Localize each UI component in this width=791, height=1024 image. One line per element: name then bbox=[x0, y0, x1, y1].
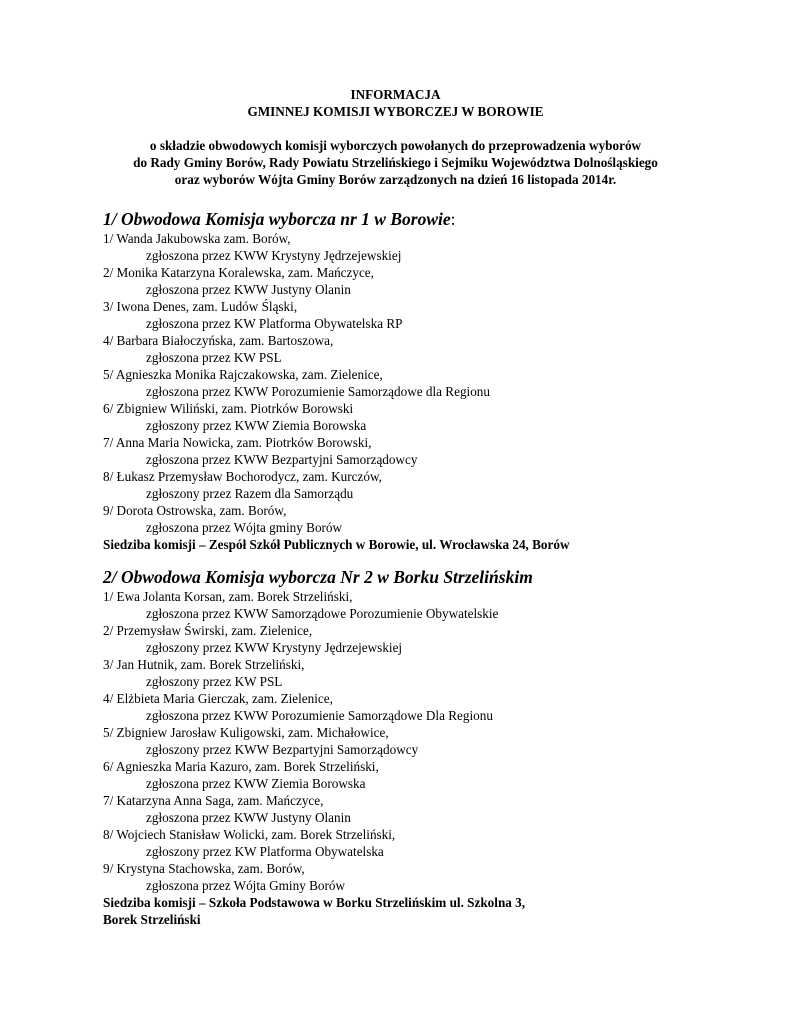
member-list-item bbox=[103, 690, 763, 724]
member-nominated-by: zgłoszona przez KW Platforma Obywatelska RP bbox=[146, 316, 403, 331]
member-name: 4/ Elżbieta Maria Gierczak, zam. Zielenice, bbox=[103, 691, 333, 706]
member-name: 3/ Iwona Denes, zam. Ludów Śląski, bbox=[103, 299, 298, 314]
header-description-line: oraz wyborów Wójta Gminy Borów zarządzonych na dzień 16 listopada 2014r. bbox=[174, 172, 617, 187]
member-nominated-by: zgłoszony przez KW Platforma Obywatelska bbox=[146, 844, 384, 859]
header-description-line: do Rady Gminy Borów, Rady Powiatu Strzelińskiego i Sejmiku Województwa Dolnośląskiego bbox=[133, 155, 658, 170]
member-nominated-by: zgłoszona przez KWW Justyny Olanin bbox=[146, 282, 351, 297]
member-list-item bbox=[103, 264, 763, 298]
member-list-item bbox=[103, 826, 763, 860]
commission-seat: Siedziba komisji – Szkoła Podstawowa w Borku Strzelińskim ul. Szkolna 3, bbox=[103, 895, 526, 910]
member-name: 8/ Łukasz Przemysław Bochorodycz, zam. Kurczów, bbox=[103, 469, 382, 484]
member-list-item bbox=[103, 400, 763, 434]
member-list-item bbox=[103, 758, 763, 792]
member-list-item bbox=[103, 656, 763, 690]
member-nominated-by: zgłoszony przez KWW Bezpartyjni Samorządowcy bbox=[146, 742, 419, 757]
member-list-item bbox=[103, 434, 763, 468]
member-name: 4/ Barbara Białoczyńska, zam. Bartoszowa, bbox=[103, 333, 334, 348]
section-title bbox=[103, 566, 763, 588]
member-name: 3/ Jan Hutnik, zam. Borek Strzeliński, bbox=[103, 657, 305, 672]
member-list-item bbox=[103, 332, 763, 366]
header-title: INFORMACJA bbox=[350, 87, 441, 102]
header-subtitle: GMINNEJ KOMISJI WYBORCZEJ W BOROWIE bbox=[247, 104, 544, 119]
member-name: 6/ Zbigniew Wiliński, zam. Piotrków Borowski bbox=[103, 401, 354, 416]
commission-seat: Borek Strzeliński bbox=[103, 912, 201, 927]
member-name: 8/ Wojciech Stanisław Wolicki, zam. Borek Strzeliński, bbox=[103, 827, 396, 842]
member-name: 7/ Katarzyna Anna Saga, zam. Mańczyce, bbox=[103, 793, 324, 808]
member-list-item bbox=[103, 724, 763, 758]
member-name: 5/ Zbigniew Jarosław Kuligowski, zam. Michałowice, bbox=[103, 725, 389, 740]
member-list-item bbox=[103, 298, 763, 332]
document-header bbox=[0, 86, 791, 188]
commission-seat: Siedziba komisji – Zespół Szkół Publicznych w Borowie, ul. Wrocławska 24, Borów bbox=[103, 537, 570, 552]
member-nominated-by: zgłoszona przez KWW Porozumienie Samorządowe dla Regionu bbox=[146, 384, 490, 399]
member-nominated-by: zgłoszona przez KWW Krystyny Jędrzejewskiej bbox=[146, 248, 402, 263]
member-list-item bbox=[103, 468, 763, 502]
member-nominated-by: zgłoszona przez Wójta gminy Borów bbox=[146, 520, 343, 535]
section-title bbox=[103, 208, 763, 230]
member-name: 5/ Agnieszka Monika Rajczakowska, zam. Zielenice, bbox=[103, 367, 383, 382]
member-list-item bbox=[103, 860, 763, 894]
member-list-item bbox=[103, 366, 763, 400]
member-nominated-by: zgłoszona przez Wójta Gminy Borów bbox=[146, 878, 345, 893]
member-name: 2/ Przemysław Świrski, zam. Zielenice, bbox=[103, 623, 313, 638]
member-nominated-by: zgłoszona przez KWW Ziemia Borowska bbox=[146, 776, 366, 791]
member-nominated-by: zgłoszony przez KWW Ziemia Borowska bbox=[146, 418, 367, 433]
member-name: 1/ Ewa Jolanta Korsan, zam. Borek Strzeliński, bbox=[103, 589, 353, 604]
section-title-text: 2/ Obwodowa Komisja wyborcza Nr 2 w Borku Strzelińskim bbox=[103, 567, 533, 587]
member-nominated-by: zgłoszony przez KW PSL bbox=[146, 674, 283, 689]
member-list-item bbox=[103, 502, 763, 536]
member-name: 6/ Agnieszka Maria Kazuro, zam. Borek Strzeliński, bbox=[103, 759, 379, 774]
member-nominated-by: zgłoszony przez Razem dla Samorządu bbox=[146, 486, 354, 501]
member-list-item bbox=[103, 588, 763, 622]
member-list-item bbox=[103, 622, 763, 656]
header-description-line: o składzie obwodowych komisji wyborczych powołanych do przeprowadzenia wyborów bbox=[149, 138, 642, 153]
commission-section-2 bbox=[103, 566, 763, 928]
section-title-colon: : bbox=[450, 209, 456, 229]
member-name: 9/ Dorota Ostrowska, zam. Borów, bbox=[103, 503, 287, 518]
member-nominated-by: zgłoszona przez KWW Porozumienie Samorządowe Dla Regionu bbox=[146, 708, 493, 723]
member-list-item bbox=[103, 792, 763, 826]
member-name: 1/ Wanda Jakubowska zam. Borów, bbox=[103, 231, 291, 246]
member-nominated-by: zgłoszona przez KWW Samorządowe Porozumienie Obywatelskie bbox=[146, 606, 499, 621]
member-name: 2/ Monika Katarzyna Koralewska, zam. Mańczyce, bbox=[103, 265, 374, 280]
member-nominated-by: zgłoszony przez KWW Krystyny Jędrzejewskiej bbox=[146, 640, 403, 655]
commission-section-1 bbox=[103, 208, 763, 553]
member-nominated-by: zgłoszona przez KWW Justyny Olanin bbox=[146, 810, 351, 825]
member-nominated-by: zgłoszona przez KWW Bezpartyjni Samorządowcy bbox=[146, 452, 418, 467]
member-name: 7/ Anna Maria Nowicka, zam. Piotrków Borowski, bbox=[103, 435, 372, 450]
member-name: 9/ Krystyna Stachowska, zam. Borów, bbox=[103, 861, 305, 876]
section-title-text: 1/ Obwodowa Komisja wyborcza nr 1 w Borowie bbox=[103, 209, 451, 229]
member-nominated-by: zgłoszona przez KW PSL bbox=[146, 350, 282, 365]
member-list-item bbox=[103, 230, 763, 264]
